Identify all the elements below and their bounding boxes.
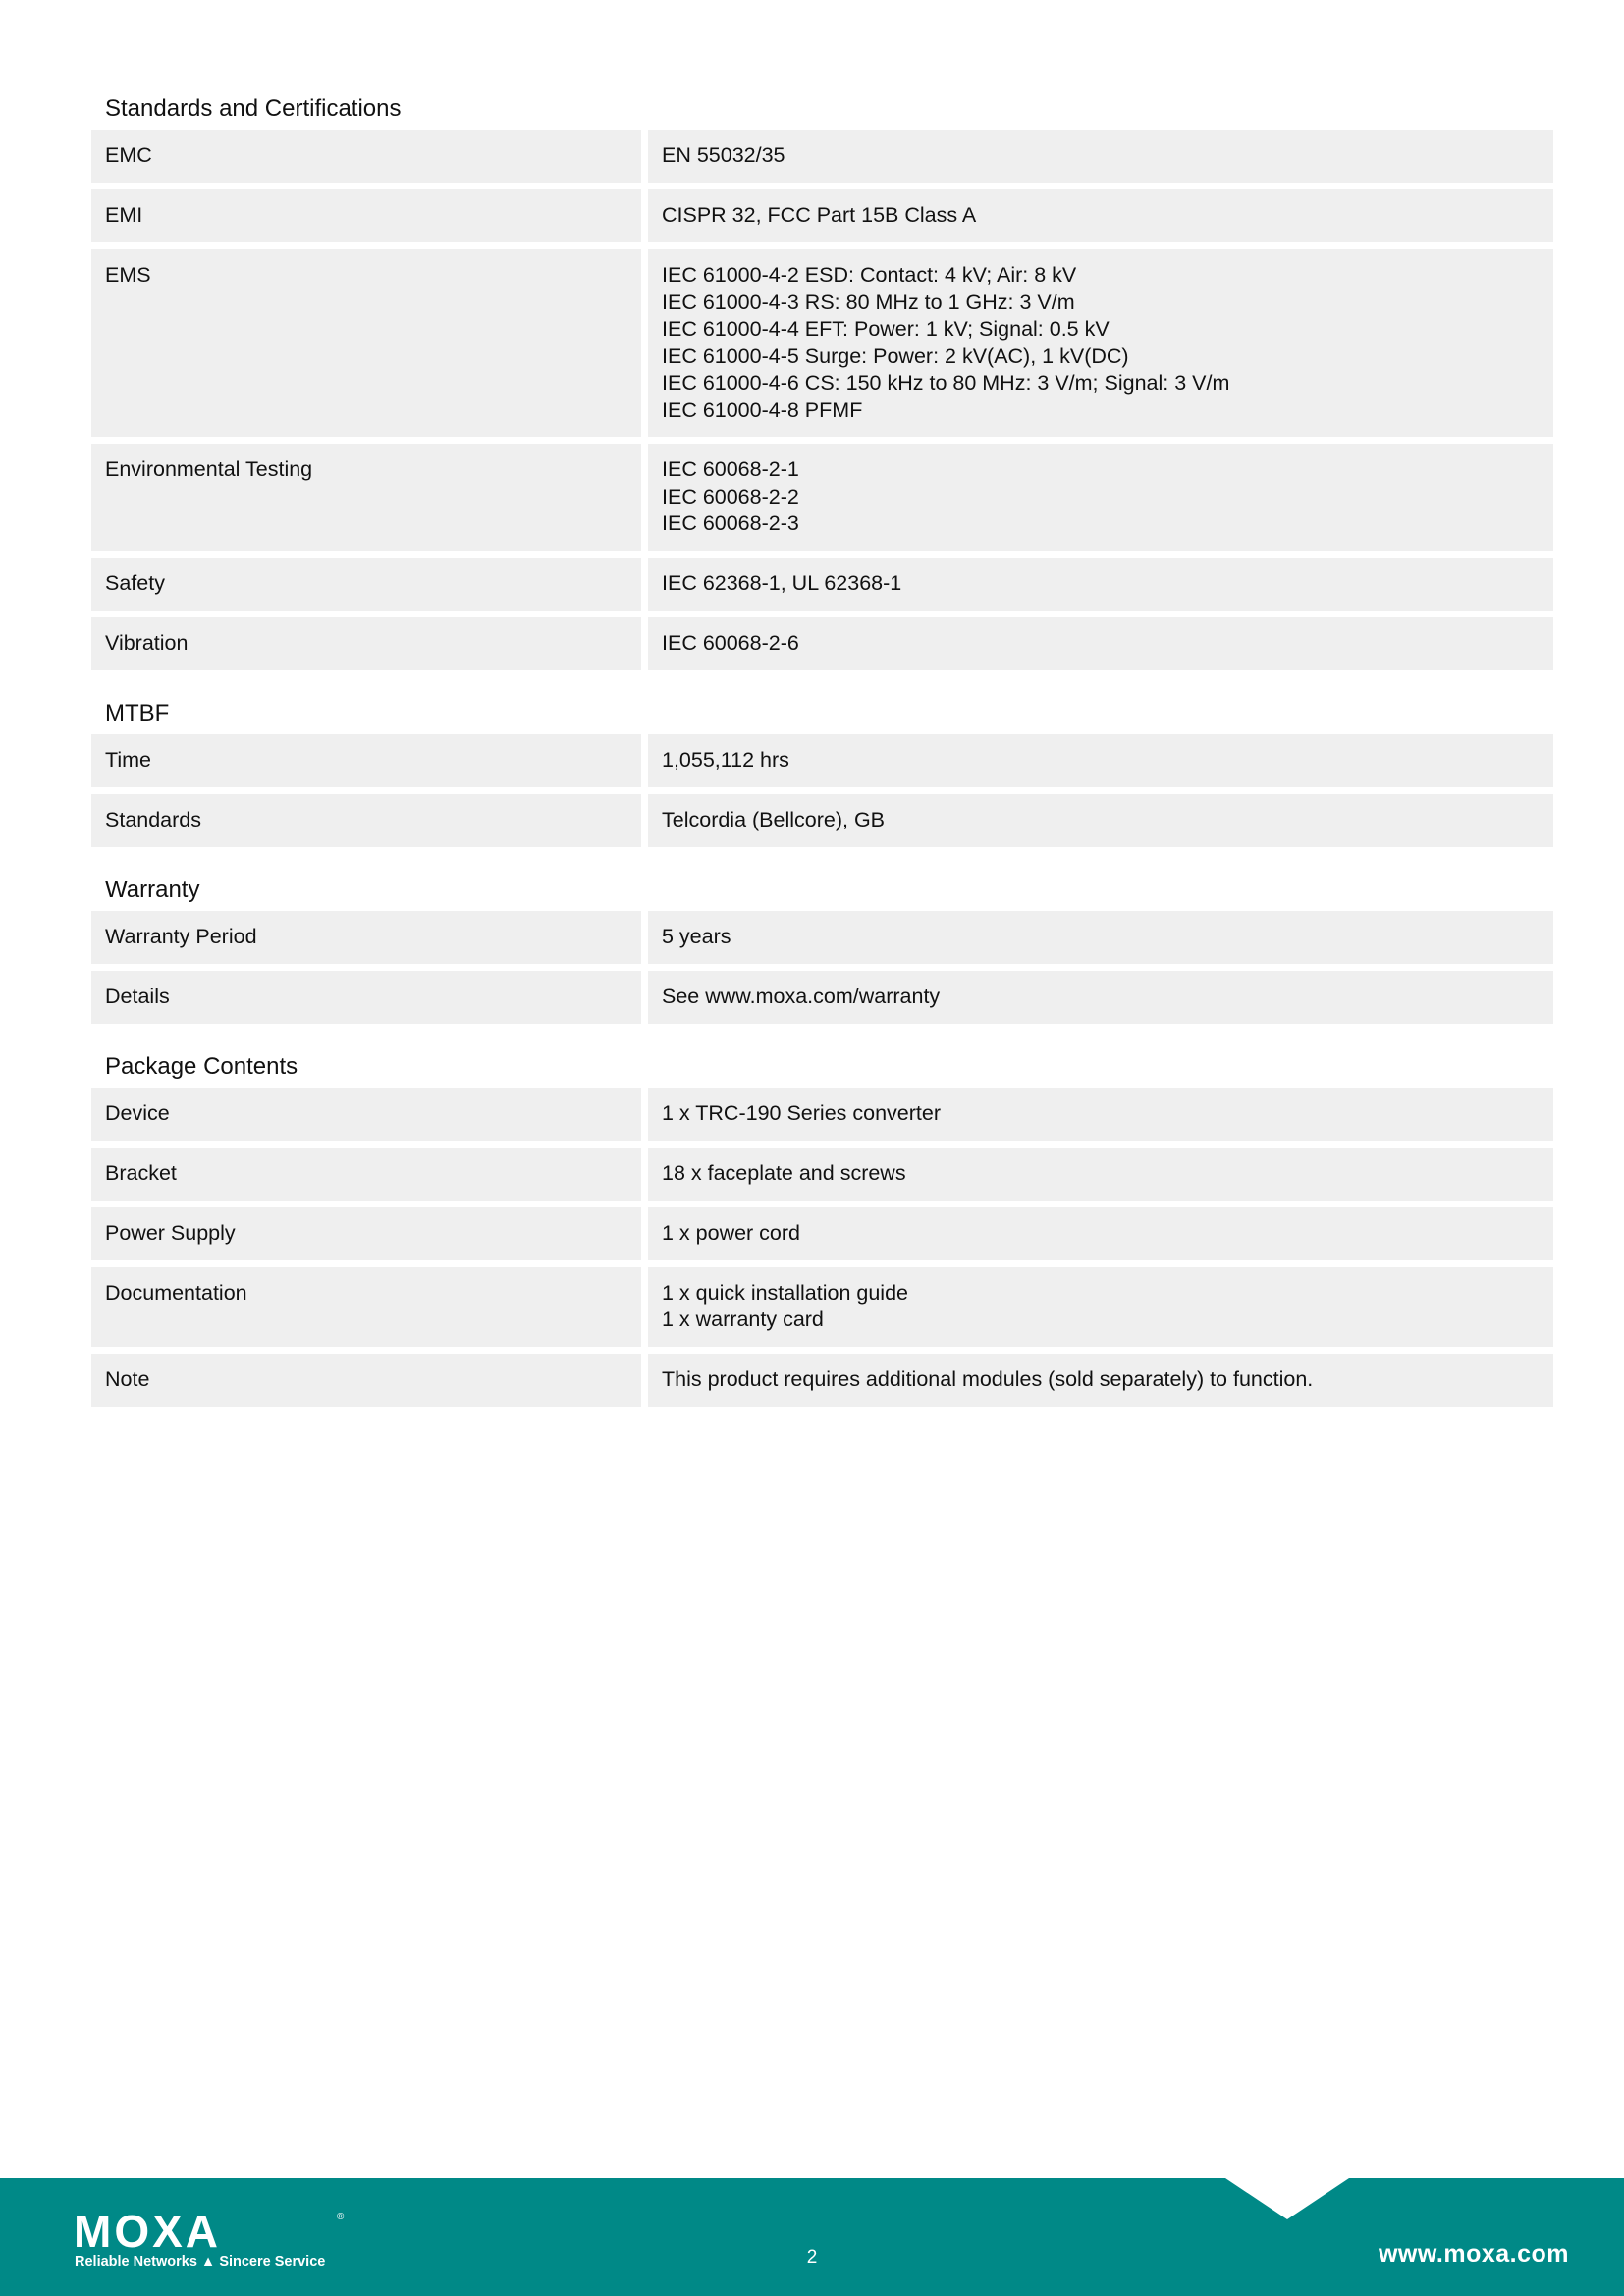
spec-value-line: IEC 60068-2-6 — [662, 630, 799, 655]
spec-label: Bracket — [91, 1148, 641, 1201]
spec-row — [91, 794, 1553, 847]
spec-value-line: 18 x faceplate and screws — [662, 1160, 906, 1185]
spec-label: EMI — [91, 189, 641, 242]
spec-value-line: IEC 62368-1, UL 62368-1 — [662, 570, 902, 595]
section-spacer — [91, 1031, 1553, 1052]
spec-value-line: This product requires additional modules (sold separately) to function. — [662, 1366, 1314, 1391]
spec-row — [91, 130, 1553, 183]
spec-label: Documentation — [91, 1267, 641, 1347]
spec-row — [91, 444, 1553, 551]
svg-text:®: ® — [337, 2212, 345, 2222]
spec-value — [648, 189, 1553, 242]
spec-row — [91, 1088, 1553, 1141]
spec-label: Time — [91, 734, 641, 787]
spec-value — [648, 1088, 1553, 1141]
spec-value-line: CISPR 32, FCC Part 15B Class A — [662, 203, 977, 227]
spec-row — [91, 734, 1553, 787]
section-spacer — [91, 854, 1553, 876]
website-link[interactable]: www.moxa.com — [1378, 2240, 1569, 2268]
spec-row — [91, 1267, 1553, 1347]
spec-value — [648, 971, 1553, 1024]
spec-row — [91, 1354, 1553, 1407]
spec-section — [91, 94, 1553, 670]
footer-notch-shape — [1225, 2178, 1349, 2219]
spec-value — [648, 911, 1553, 964]
spec-value-line: 1 x TRC-190 Series converter — [662, 1100, 941, 1125]
spec-value-line: EN 55032/35 — [662, 143, 785, 167]
moxa-logo — [74, 2208, 358, 2269]
spec-table — [91, 94, 1553, 1414]
spec-value-line: IEC 61000-4-2 ESD: Contact: 4 kV; Air: 8 kV — [662, 263, 1077, 287]
spec-value-line: IEC 61000-4-6 CS: 150 kHz to 80 MHz: 3 V/m; Signal: 3 V/m — [662, 371, 1230, 395]
spec-value-line: 1 x warranty card — [662, 1308, 824, 1331]
spec-row — [91, 911, 1553, 964]
spec-value — [648, 249, 1553, 437]
spec-section — [91, 1031, 1553, 1407]
spec-section — [91, 677, 1553, 847]
spec-value — [648, 1148, 1553, 1201]
spec-label: Safety — [91, 558, 641, 611]
spec-label: EMS — [91, 249, 641, 437]
spec-label: Environmental Testing — [91, 444, 641, 551]
spec-value — [648, 617, 1553, 670]
spec-label: Vibration — [91, 617, 641, 670]
spec-value — [648, 558, 1553, 611]
spec-value-line: IEC 60068-2-1 — [662, 457, 799, 481]
spec-value-line: 1,055,112 hrs — [662, 747, 789, 772]
spec-label: Note — [91, 1354, 641, 1407]
spec-row — [91, 1148, 1553, 1201]
spec-value-line: 5 years — [662, 924, 731, 948]
spec-row — [91, 189, 1553, 242]
spec-label: Warranty Period — [91, 911, 641, 964]
spec-section — [91, 854, 1553, 1024]
spec-label: Power Supply — [91, 1207, 641, 1260]
section-title: Warranty — [105, 876, 200, 903]
spec-row — [91, 971, 1553, 1024]
spec-label: Standards — [91, 794, 641, 847]
spec-row — [91, 249, 1553, 437]
page-footer — [0, 2178, 1624, 2296]
spec-value-line: IEC 61000-4-3 RS: 80 MHz to 1 GHz: 3 V/m — [662, 290, 1075, 314]
spec-value-line: IEC 60068-2-2 — [662, 484, 799, 508]
spec-row — [91, 1207, 1553, 1260]
spec-value — [648, 130, 1553, 183]
section-title: Package Contents — [105, 1052, 298, 1080]
section-title: MTBF — [105, 699, 170, 726]
spec-value — [648, 734, 1553, 787]
page-number: 2 — [806, 2247, 818, 2268]
spec-value-line: Telcordia (Bellcore), GB — [662, 807, 886, 831]
spec-label: Device — [91, 1088, 641, 1141]
spec-label: Details — [91, 971, 641, 1024]
spec-value-line: 1 x quick installation guide — [662, 1280, 908, 1305]
spec-value — [648, 794, 1553, 847]
logo-wordmark: MOXA — [74, 2208, 221, 2257]
section-title: Standards and Certifications — [105, 95, 402, 122]
spec-value — [648, 1354, 1553, 1407]
logo-tagline: Reliable Networks ▲ Sincere Service — [75, 2254, 326, 2269]
spec-value-line: IEC 61000-4-5 Surge: Power: 2 kV(AC), 1 kV(DC) — [662, 344, 1129, 368]
spec-row — [91, 617, 1553, 670]
spec-value-line: 1 x power cord — [662, 1220, 801, 1245]
spec-value — [648, 1207, 1553, 1260]
spec-value — [648, 444, 1553, 551]
spec-row — [91, 558, 1553, 611]
spec-value-line: See www.moxa.com/warranty — [662, 984, 941, 1008]
spec-value — [648, 1267, 1553, 1347]
spec-label: EMC — [91, 130, 641, 183]
spec-value-line: IEC 60068-2-3 — [662, 511, 799, 535]
spec-value-line: IEC 61000-4-4 EFT: Power: 1 kV; Signal: 0.5 kV — [662, 317, 1110, 341]
spec-value-line: IEC 61000-4-8 PFMF — [662, 398, 863, 422]
section-spacer — [91, 677, 1553, 699]
